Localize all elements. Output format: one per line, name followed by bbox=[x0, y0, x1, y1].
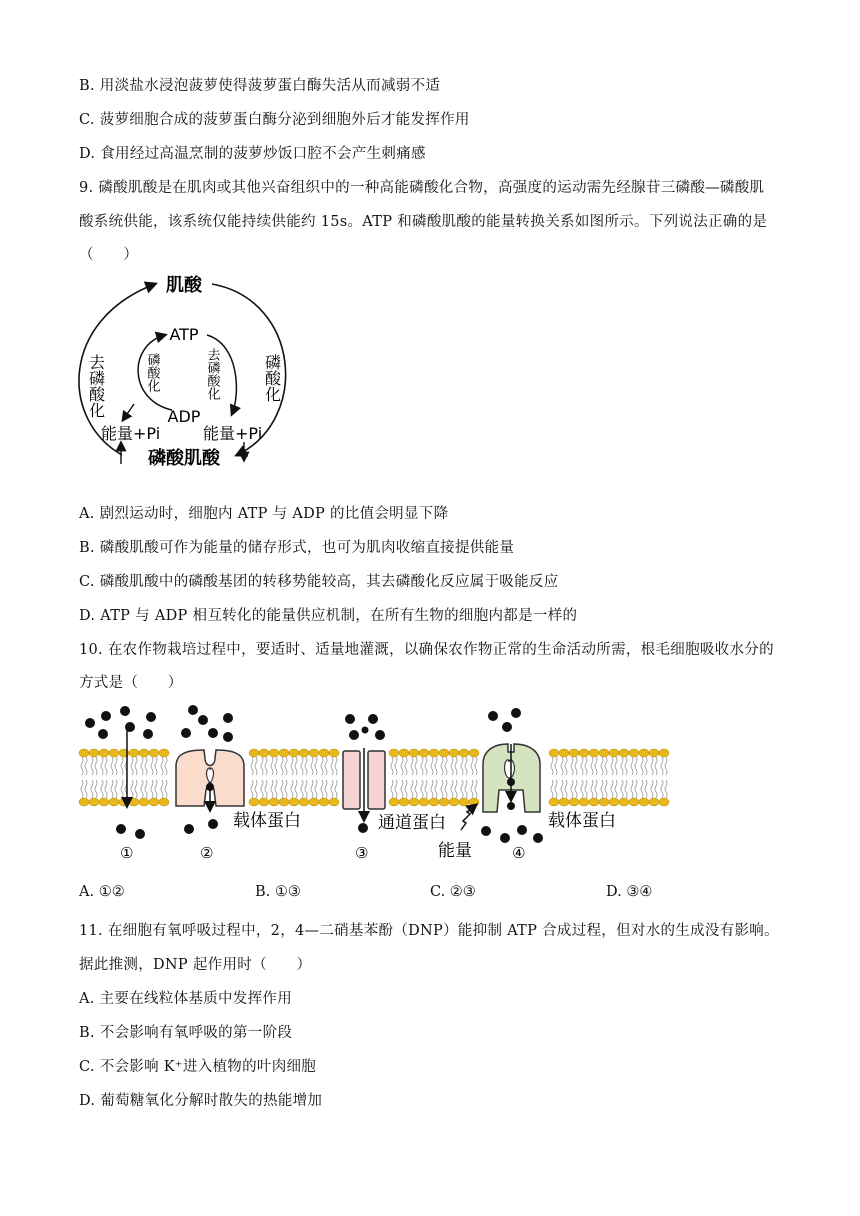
lipid-tail bbox=[155, 757, 157, 775]
lipid-tail bbox=[321, 757, 323, 775]
lipid-head bbox=[309, 749, 319, 757]
lipid-tail bbox=[261, 780, 263, 798]
lipid-tail bbox=[101, 780, 103, 798]
lipid-tail bbox=[315, 780, 317, 798]
lipid-tail bbox=[415, 757, 417, 775]
lipid-tail bbox=[445, 780, 447, 798]
lipid-head bbox=[559, 749, 569, 757]
q9-option-c: C. 磷酸肌酸中的磷酸基团的转移势能较高，其去磷酸化反应属于吸能反应 bbox=[79, 574, 559, 590]
lipid-tail bbox=[115, 757, 117, 775]
lipid-head bbox=[99, 798, 109, 806]
lipid-tail bbox=[395, 780, 397, 798]
lipid-head bbox=[109, 798, 119, 806]
membrane-transport-diagram bbox=[76, 700, 676, 868]
lipid-head bbox=[639, 749, 649, 757]
lipid-tail bbox=[141, 780, 143, 798]
label-creatine: 肌酸 bbox=[166, 275, 202, 296]
lipid-head bbox=[449, 798, 459, 806]
lipid-head bbox=[99, 749, 109, 757]
lipid-tail bbox=[281, 780, 283, 798]
lipid-head bbox=[469, 749, 479, 757]
lipid-tail bbox=[135, 780, 137, 798]
lipid-tail bbox=[91, 757, 93, 775]
lipid-tail bbox=[585, 757, 587, 775]
lipid-head bbox=[329, 798, 339, 806]
lipid-head bbox=[589, 798, 599, 806]
lipid-tail bbox=[285, 780, 287, 798]
lipid-tail bbox=[455, 780, 457, 798]
lipid-tail bbox=[461, 757, 463, 775]
lipid-tail bbox=[551, 757, 553, 775]
lipid-tail bbox=[291, 757, 293, 775]
lipid-head bbox=[599, 798, 609, 806]
lipid-tail bbox=[581, 757, 583, 775]
lipid-tail bbox=[391, 757, 393, 775]
lipid-tail bbox=[561, 780, 563, 798]
lipid-tail bbox=[311, 757, 313, 775]
lipid-tail bbox=[301, 780, 303, 798]
lipid-head bbox=[89, 749, 99, 757]
label-energy: 能量 bbox=[438, 841, 472, 861]
lipid-tail bbox=[475, 780, 477, 798]
lipid-tail bbox=[601, 780, 603, 798]
lipid-tail bbox=[145, 780, 147, 798]
lipid-tail bbox=[615, 780, 617, 798]
lipid-tail bbox=[251, 780, 253, 798]
label-left-inner: 磷酸化 bbox=[144, 353, 160, 392]
lipid-tail bbox=[665, 757, 667, 775]
lipid-tail bbox=[431, 780, 433, 798]
lipid-head bbox=[419, 749, 429, 757]
q8-option-d: D. 食用经过高温烹制的菠萝炒饭口腔不会产生刺痛感 bbox=[79, 146, 426, 162]
lipid-tail bbox=[115, 780, 117, 798]
lipid-tail bbox=[451, 780, 453, 798]
q10-stem-line2: 方式是（ ） bbox=[79, 675, 183, 691]
lipid-tail bbox=[641, 780, 643, 798]
lipid-tail bbox=[441, 757, 443, 775]
lipid-head bbox=[649, 798, 659, 806]
lipid-tail bbox=[605, 757, 607, 775]
lipid-tail bbox=[571, 757, 573, 775]
lipid-tail bbox=[595, 780, 597, 798]
lipid-tail bbox=[625, 780, 627, 798]
lipid-head bbox=[589, 749, 599, 757]
lipid-head bbox=[309, 798, 319, 806]
q9-blank: （ ） bbox=[79, 247, 139, 263]
q10-option-c: C. ②③ bbox=[430, 884, 476, 900]
channel-protein-left bbox=[343, 751, 360, 809]
lipid-tail bbox=[265, 780, 267, 798]
lipid-tail bbox=[305, 780, 307, 798]
lipid-head bbox=[609, 798, 619, 806]
lipid-tail bbox=[435, 757, 437, 775]
lipid-tail bbox=[555, 780, 557, 798]
lipid-head bbox=[659, 749, 669, 757]
lipid-tail bbox=[445, 757, 447, 775]
lipid-tail bbox=[151, 780, 153, 798]
lipid-tail bbox=[325, 757, 327, 775]
q11-stem-line2: 据此推测，DNP 起作用时（ ） bbox=[79, 957, 312, 973]
label-mode-1: ① bbox=[120, 844, 134, 862]
q9-option-a: A. 剧烈运动时，细胞内 ATP 与 ADP 的比值会明显下降 bbox=[79, 506, 449, 522]
lipid-head bbox=[439, 749, 449, 757]
q10-stem-line1: 10. 在农作物栽培过程中，要适时、适量地灌溉，以确保农作物正常的生命活动所需，根毛细胞吸收水分的 bbox=[79, 642, 774, 658]
label-carrier-a: 载体蛋白 bbox=[233, 811, 301, 831]
lipid-tail bbox=[431, 757, 433, 775]
lipid-tail bbox=[455, 757, 457, 775]
lipid-tail bbox=[325, 780, 327, 798]
lipid-tail bbox=[591, 780, 593, 798]
lipid-tail bbox=[411, 780, 413, 798]
lipid-head bbox=[639, 798, 649, 806]
lipid-tail bbox=[645, 757, 647, 775]
lipid-tail bbox=[111, 757, 113, 775]
lipid-head bbox=[599, 749, 609, 757]
label-mode-2: ② bbox=[200, 844, 214, 862]
lipid-head bbox=[279, 798, 289, 806]
lipid-head bbox=[269, 749, 279, 757]
lipid-head bbox=[259, 798, 269, 806]
lipid-tail bbox=[331, 780, 333, 798]
lipid-tail bbox=[571, 780, 573, 798]
lipid-tail bbox=[335, 780, 337, 798]
lipid-head bbox=[629, 749, 639, 757]
lipid-tail bbox=[585, 780, 587, 798]
lipid-tail bbox=[95, 780, 97, 798]
lipid-tail bbox=[591, 757, 593, 775]
lipid-head bbox=[329, 749, 339, 757]
lipid-head bbox=[459, 749, 469, 757]
lipid-head bbox=[409, 749, 419, 757]
lipid-tail bbox=[661, 757, 663, 775]
lipid-tail bbox=[81, 757, 83, 775]
label-mode-4: ④ bbox=[512, 844, 526, 862]
lipid-tail bbox=[625, 757, 627, 775]
lipid-tail bbox=[425, 780, 427, 798]
lipid-head bbox=[299, 798, 309, 806]
lipid-head bbox=[419, 798, 429, 806]
lipid-tail bbox=[615, 757, 617, 775]
label-atp: ATP bbox=[169, 325, 199, 344]
label-right-inner: 去磷酸化 bbox=[204, 348, 220, 400]
label-left-outer: 去磷酸化 bbox=[86, 354, 106, 418]
lipid-tail bbox=[151, 757, 153, 775]
q9-option-d: D. ATP 与 ADP 相互转化的能量供应机制，在所有生物的细胞内都是一样的 bbox=[79, 608, 578, 624]
lipid-tail bbox=[315, 757, 317, 775]
q10-option-d: D. ③④ bbox=[606, 884, 653, 900]
lipid-head bbox=[549, 798, 559, 806]
lipid-tail bbox=[131, 780, 133, 798]
lipid-head bbox=[579, 798, 589, 806]
lipid-head bbox=[129, 798, 139, 806]
lipid-head bbox=[429, 798, 439, 806]
lipid-tail bbox=[111, 780, 113, 798]
lipid-tail bbox=[421, 757, 423, 775]
lipid-tail bbox=[411, 757, 413, 775]
lipid-tail bbox=[105, 757, 107, 775]
lipid-tail bbox=[261, 757, 263, 775]
label-adp: ADP bbox=[167, 407, 201, 426]
lipid-tail bbox=[475, 757, 477, 775]
lipid-head bbox=[159, 749, 169, 757]
lipid-tail bbox=[311, 780, 313, 798]
lipid-head bbox=[559, 798, 569, 806]
lipid-tail bbox=[161, 780, 163, 798]
lipid-tail bbox=[595, 757, 597, 775]
lipid-head bbox=[459, 798, 469, 806]
energy-zigzag bbox=[461, 805, 476, 830]
lipid-head bbox=[249, 798, 259, 806]
label-channel: 通道蛋白 bbox=[378, 813, 446, 833]
lipid-tail bbox=[85, 757, 87, 775]
lipid-tail bbox=[281, 757, 283, 775]
lipid-tail bbox=[631, 757, 633, 775]
lipid-tail bbox=[665, 780, 667, 798]
solute-molecules bbox=[85, 705, 543, 843]
lipid-tail bbox=[295, 757, 297, 775]
lipid-head bbox=[139, 749, 149, 757]
lipid-tail bbox=[601, 757, 603, 775]
lipid-tail bbox=[641, 757, 643, 775]
lipid-tail bbox=[275, 757, 277, 775]
lipid-tail bbox=[165, 757, 167, 775]
lipid-tail bbox=[395, 757, 397, 775]
lipid-tail bbox=[301, 757, 303, 775]
lipid-tail bbox=[335, 757, 337, 775]
lipid-tail bbox=[165, 780, 167, 798]
lipid-tail bbox=[101, 757, 103, 775]
lipid-tail bbox=[635, 757, 637, 775]
lipid-tail bbox=[621, 757, 623, 775]
lipid-tail bbox=[321, 780, 323, 798]
lipid-tail bbox=[81, 780, 83, 798]
lipid-tail bbox=[291, 780, 293, 798]
lipid-tail bbox=[121, 780, 123, 798]
lipid-head bbox=[389, 798, 399, 806]
lipid-tail bbox=[611, 780, 613, 798]
lipid-tail bbox=[425, 757, 427, 775]
lipid-head bbox=[319, 798, 329, 806]
lipid-tail bbox=[255, 757, 257, 775]
lipid-tail bbox=[621, 780, 623, 798]
lipid-tail bbox=[435, 780, 437, 798]
lipid-head bbox=[569, 749, 579, 757]
q9-stem-line2: 酸系统供能，该系统仅能持续供能约 15s。ATP 和磷酸肌酸的能量转换关系如图所示。下列说法正确的是 bbox=[79, 214, 768, 230]
lipid-tail bbox=[575, 757, 577, 775]
lipid-head bbox=[89, 798, 99, 806]
lipid-head bbox=[389, 749, 399, 757]
lipid-tail bbox=[655, 780, 657, 798]
lipid-tail bbox=[251, 757, 253, 775]
lipid-tail bbox=[405, 757, 407, 775]
lipid-head bbox=[629, 798, 639, 806]
atp-creatine-cycle-diagram bbox=[78, 268, 298, 468]
lipid-head bbox=[149, 749, 159, 757]
lipid-head bbox=[429, 749, 439, 757]
lipid-tail bbox=[645, 780, 647, 798]
lipid-tail bbox=[605, 780, 607, 798]
lipid-tail bbox=[331, 757, 333, 775]
lipid-head bbox=[149, 798, 159, 806]
lipid-head bbox=[579, 749, 589, 757]
lipid-tail bbox=[401, 757, 403, 775]
lipid-head bbox=[129, 749, 139, 757]
lipid-tail bbox=[581, 780, 583, 798]
lipid-tail bbox=[285, 757, 287, 775]
lipid-tail bbox=[655, 757, 657, 775]
lipid-head bbox=[269, 798, 279, 806]
lipid-tail bbox=[161, 757, 163, 775]
lipid-head bbox=[649, 749, 659, 757]
lipid-tail bbox=[105, 780, 107, 798]
lipid-head bbox=[449, 749, 459, 757]
lipid-tail bbox=[421, 780, 423, 798]
lipid-tail bbox=[551, 780, 553, 798]
lipid-tail bbox=[265, 757, 267, 775]
lipid-head bbox=[469, 798, 479, 806]
q10-option-a: A. ①② bbox=[79, 884, 125, 900]
lipid-tail bbox=[461, 780, 463, 798]
lipid-head bbox=[109, 749, 119, 757]
lipid-tail bbox=[661, 780, 663, 798]
label-energy-right: 能量+Pi bbox=[203, 424, 263, 443]
lipid-tail bbox=[145, 757, 147, 775]
lipid-tail bbox=[465, 757, 467, 775]
lipid-tail bbox=[121, 757, 123, 775]
lipid-head bbox=[79, 798, 89, 806]
lipid-tail bbox=[141, 757, 143, 775]
lipid-tail bbox=[85, 780, 87, 798]
lipid-head bbox=[289, 798, 299, 806]
lipid-tail bbox=[611, 757, 613, 775]
lipid-head bbox=[79, 749, 89, 757]
lipid-tail bbox=[651, 780, 653, 798]
lipid-tail bbox=[305, 757, 307, 775]
lipid-tail bbox=[271, 780, 273, 798]
lipid-tail bbox=[651, 757, 653, 775]
channel-protein-right bbox=[368, 751, 385, 809]
q11-option-c: C. 不会影响 K⁺进入植物的叶肉细胞 bbox=[79, 1059, 317, 1075]
lipid-head bbox=[139, 798, 149, 806]
lipid-head bbox=[279, 749, 289, 757]
q11-option-d: D. 葡萄糖氧化分解时散失的热能增加 bbox=[79, 1093, 323, 1109]
label-mode-3: ③ bbox=[355, 844, 369, 862]
lipid-head bbox=[439, 798, 449, 806]
lipid-head bbox=[569, 798, 579, 806]
lipid-tail bbox=[95, 757, 97, 775]
lipid-tail bbox=[391, 780, 393, 798]
lipid-head bbox=[619, 798, 629, 806]
lipid-tail bbox=[471, 780, 473, 798]
lipid-tail bbox=[555, 757, 557, 775]
lipid-head bbox=[399, 798, 409, 806]
lipid-tail bbox=[635, 780, 637, 798]
lipid-tail bbox=[465, 780, 467, 798]
q11-stem-line1: 11. 在细胞有氧呼吸过程中，2，4—二硝基苯酚（DNP）能抑制 ATP 合成过程，但对水的生成没有影响。 bbox=[79, 923, 779, 939]
lipid-head bbox=[289, 749, 299, 757]
lipid-head bbox=[259, 749, 269, 757]
lipid-tail bbox=[565, 780, 567, 798]
label-right-outer: 磷酸化 bbox=[262, 354, 282, 402]
label-phosphocreatine: 磷酸肌酸 bbox=[148, 448, 220, 468]
q11-option-a: A. 主要在线粒体基质中发挥作用 bbox=[79, 991, 292, 1007]
lipid-tail bbox=[565, 757, 567, 775]
q11-option-b: B. 不会影响有氧呼吸的第一阶段 bbox=[79, 1025, 293, 1041]
lipid-head bbox=[659, 798, 669, 806]
lipid-head bbox=[249, 749, 259, 757]
lipid-tail bbox=[561, 757, 563, 775]
lipid-tail bbox=[275, 780, 277, 798]
lipid-head bbox=[399, 749, 409, 757]
lipid-tail bbox=[405, 780, 407, 798]
lipid-tail bbox=[441, 780, 443, 798]
lipid-head bbox=[409, 798, 419, 806]
lipid-tail bbox=[575, 780, 577, 798]
lipid-head bbox=[609, 749, 619, 757]
label-energy-left: 能量+Pi bbox=[101, 424, 161, 443]
lipid-tail bbox=[135, 757, 137, 775]
lipid-tail bbox=[401, 780, 403, 798]
q9-stem-line1: 9. 磷酸肌酸是在肌肉或其他兴奋组织中的一种高能磷酸化合物，高强度的运动需先经腺苷三磷酸—磷酸肌 bbox=[79, 180, 765, 196]
lipid-tail bbox=[271, 757, 273, 775]
lipid-tail bbox=[415, 780, 417, 798]
lipid-head bbox=[549, 749, 559, 757]
lipid-head bbox=[299, 749, 309, 757]
label-carrier-b: 载体蛋白 bbox=[548, 811, 616, 831]
lipid-tail bbox=[255, 780, 257, 798]
lipid-tail bbox=[91, 780, 93, 798]
lipid-head bbox=[159, 798, 169, 806]
lipid-tail bbox=[451, 757, 453, 775]
lipid-tail bbox=[295, 780, 297, 798]
lipid-tail bbox=[471, 757, 473, 775]
lipid-head bbox=[619, 749, 629, 757]
lipid-tail bbox=[155, 780, 157, 798]
q10-option-b: B. ①③ bbox=[255, 884, 301, 900]
lipid-tail bbox=[631, 780, 633, 798]
q9-option-b: B. 磷酸肌酸可作为能量的储存形式，也可为肌肉收缩直接提供能量 bbox=[79, 540, 515, 556]
q8-option-c: C. 菠萝细胞合成的菠萝蛋白酶分泌到细胞外后才能发挥作用 bbox=[79, 112, 470, 128]
lipid-tail bbox=[131, 757, 133, 775]
q8-option-b: B. 用淡盐水浸泡菠萝使得菠萝蛋白酶失活从而减弱不适 bbox=[79, 78, 441, 94]
lipid-head bbox=[319, 749, 329, 757]
